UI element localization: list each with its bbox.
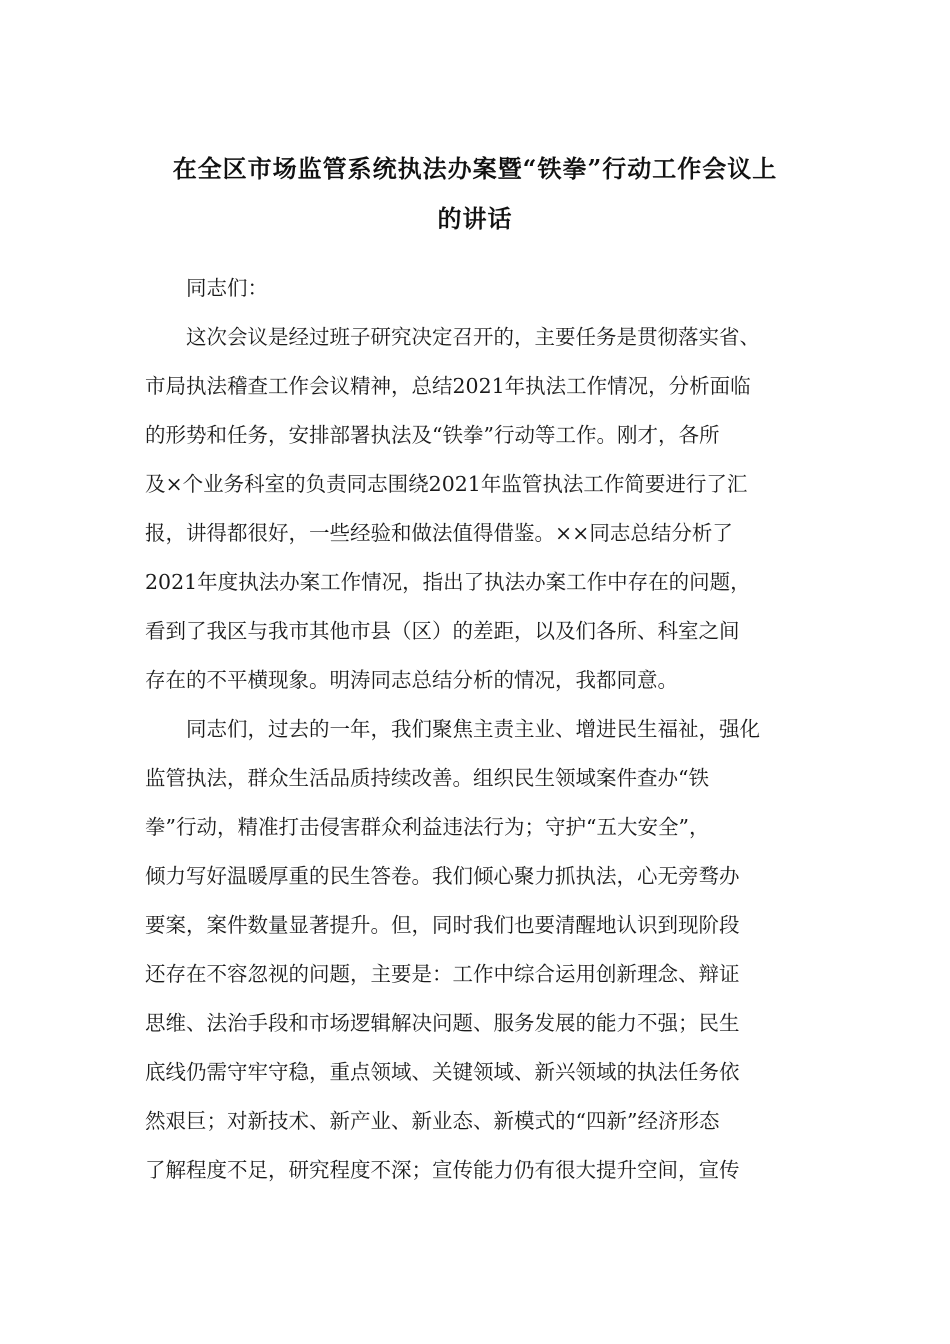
body-line: 报，讲得都很好，一些经验和做法值得借鉴。××同志总结分析了 <box>145 521 733 545</box>
body-line: 的形势和任务，安排部署执法及“铁拳”行动等工作。刚才，各所 <box>145 423 720 447</box>
body-line: 然艰巨；对新技术、新产业、新业态、新模式的“四新”经济形态 <box>145 1109 720 1133</box>
body-line: 及×个业务科室的负责同志围绕2021年监管执法工作简要进行了汇 <box>145 472 748 496</box>
title-line-2: 的讲话 <box>437 204 513 233</box>
body-line: 2021年度执法办案工作情况，指出了执法办案工作中存在的问题， <box>145 570 751 594</box>
document-body <box>145 264 805 1195</box>
title-line-1: 在全区市场监管系统执法办案暨“铁拳”行动工作会议上 <box>172 154 778 183</box>
document-title <box>130 144 820 244</box>
body-line: 要案，案件数量显著提升。但，同时我们也要清醒地认识到现阶段 <box>145 913 740 937</box>
body-line: 拳”行动，精准打击侵害群众利益违法行为；守护“五大安全”， <box>145 815 710 839</box>
body-line: 同志们，过去的一年，我们聚焦主责主业、增进民生福祉，强化 <box>145 717 760 741</box>
body-line: 看到了我区与我市其他市县（区）的差距，以及们各所、科室之间 <box>145 619 740 643</box>
body-line: 监管执法，群众生活品质持续改善。组织民生领域案件查办“铁 <box>145 766 709 790</box>
body-line: 存在的不平横现象。明涛同志总结分析的情况，我都同意。 <box>145 668 678 692</box>
body-line: 还存在不容忽视的问题，主要是：工作中综合运用创新理念、辩证 <box>145 962 740 986</box>
body-line: 倾力写好温暖厚重的民生答卷。我们倾心聚力抓执法，心无旁骛办 <box>145 864 740 888</box>
body-line: 底线仍需守牢守稳，重点领域、关键领域、新兴领域的执法任务依 <box>145 1060 740 1084</box>
body-line: 这次会议是经过班子研究决定召开的，主要任务是贯彻落实省、 <box>145 325 760 349</box>
body-line: 思维、法治手段和市场逻辑解决问题、服务发展的能力不强；民生 <box>145 1011 740 1035</box>
salutation-line: 同志们： <box>145 276 268 300</box>
body-line: 了解程度不足，研究程度不深；宣传能力仍有很大提升空间，宣传 <box>145 1158 740 1182</box>
body-line: 市局执法稽查工作会议精神，总结2021年执法工作情况，分析面临 <box>145 374 751 398</box>
